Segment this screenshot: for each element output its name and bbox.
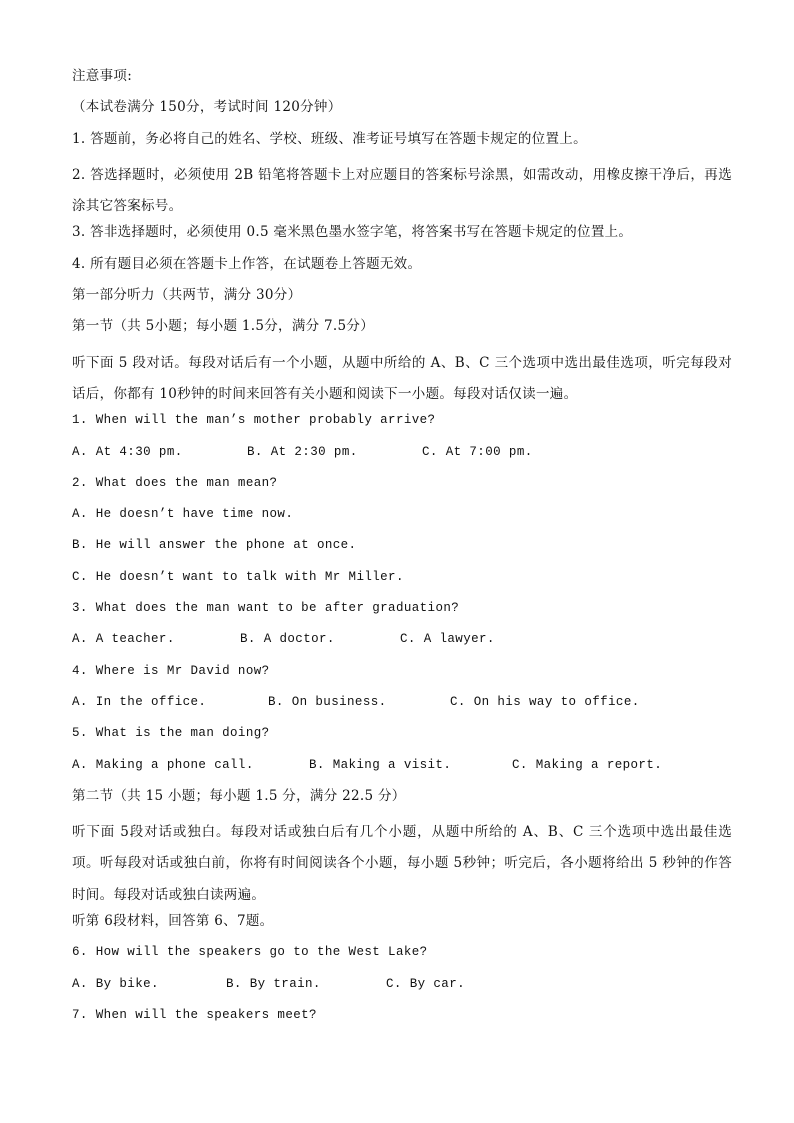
q4-stem: 4. Where is Mr David now? xyxy=(72,663,270,678)
section2-directions: 听下面 5段对话或独白。每段对话或独白后有几个小题，从题中所给的 A、B、C 三个选项中选出最佳选项。听每段对话或独白前，你将有时间阅读各个小题，每小题 5秒钟；听完后，各小题将给出 5 秒钟的作答时间。每段对话或独白读两遍。 xyxy=(72,824,732,903)
q5-option-a: A. Making a phone call. xyxy=(72,757,254,772)
q1-stem: 1. When will the man’s mother probably arrive? xyxy=(72,413,436,428)
q4-options xyxy=(72,692,732,723)
q2-option-b: B. He will answer the phone at once. xyxy=(72,538,357,553)
part1-title: 第一部分听力（共两节，满分 30分） xyxy=(72,287,302,304)
q1-options xyxy=(72,442,732,473)
q6-stem: 6. How will the speakers go to the West Lake? xyxy=(72,945,428,960)
section2-title: 第二节（共 15 小题；每小题 1.5 分，满分 22.5 分） xyxy=(72,787,406,804)
q6-option-c: C. By car. xyxy=(386,976,466,991)
q3-option-b: B. A doctor. xyxy=(240,632,335,647)
q5-option-c: C. Making a report. xyxy=(512,757,663,772)
score-note: （本试卷满分 150分，考试时间 120分钟） xyxy=(72,99,342,116)
material6-instruction: 听第 6段材料，回答第 6、7题。 xyxy=(72,913,274,930)
q1-option-b: B. At 2:30 pm. xyxy=(247,444,358,459)
q1-option-a: A. At 4:30 pm. xyxy=(72,444,183,459)
notice-title: 注意事项: xyxy=(72,68,133,84)
instruction-3: 3. 答非选择题时，必须使用 0.5 毫米黑色墨水签字笔，将答案书写在答题卡规定的位置上。 xyxy=(72,224,633,241)
q4-option-c: C. On his way to office. xyxy=(450,694,640,709)
exam-page xyxy=(72,66,732,1036)
section1-directions: 听下面 5 段对话。每段对话后有一个小题，从题中所给的 A、B、C 三个选项中选出最佳选项，听完每段对话后，你都有 10秒钟的时间来回答有关小题和阅读下一小题。每段对话仅读一遍。 xyxy=(72,354,732,402)
instruction-2: 2. 答选择题时，必须使用 2B 铅笔将答题卡上对应题目的答案标号涂黑，如需改动，用橡皮擦干净后，再选涂其它答案标号。 xyxy=(72,166,732,215)
q2-stem: 2. What does the man mean? xyxy=(72,475,278,490)
q5-option-b: B. Making a visit. xyxy=(309,757,452,772)
section1-title: 第一节（共 5小题；每小题 1.5分，满分 7.5分） xyxy=(72,318,375,335)
q3-option-c: C. A lawyer. xyxy=(400,632,495,647)
q2-option-c: C. He doesn’t want to talk with Mr Miller. xyxy=(72,569,404,584)
q7-stem: 7. When will the speakers meet? xyxy=(72,1007,317,1022)
q2-option-a: A. He doesn’t have time now. xyxy=(72,507,294,522)
q4-option-a: A. In the office. xyxy=(72,694,207,709)
q1-option-c: C. At 7:00 pm. xyxy=(422,444,533,459)
q3-options xyxy=(72,629,732,660)
q4-option-b: B. On business. xyxy=(268,694,387,709)
q6-option-b: B. By train. xyxy=(226,976,321,991)
q5-stem: 5. What is the man doing? xyxy=(72,726,270,741)
instruction-4: 4. 所有题目必须在答题卡上作答，在试题卷上答题无效。 xyxy=(72,255,422,272)
instruction-1: 1. 答题前，务必将自己的姓名、学校、班级、准考证号填写在答题卡规定的位置上。 xyxy=(72,130,587,147)
q6-option-a: A. By bike. xyxy=(72,976,159,991)
q3-stem: 3. What does the man want to be after graduation? xyxy=(72,601,460,616)
q6-options xyxy=(72,974,732,1005)
q5-options xyxy=(72,755,732,786)
q3-option-a: A. A teacher. xyxy=(72,632,175,647)
